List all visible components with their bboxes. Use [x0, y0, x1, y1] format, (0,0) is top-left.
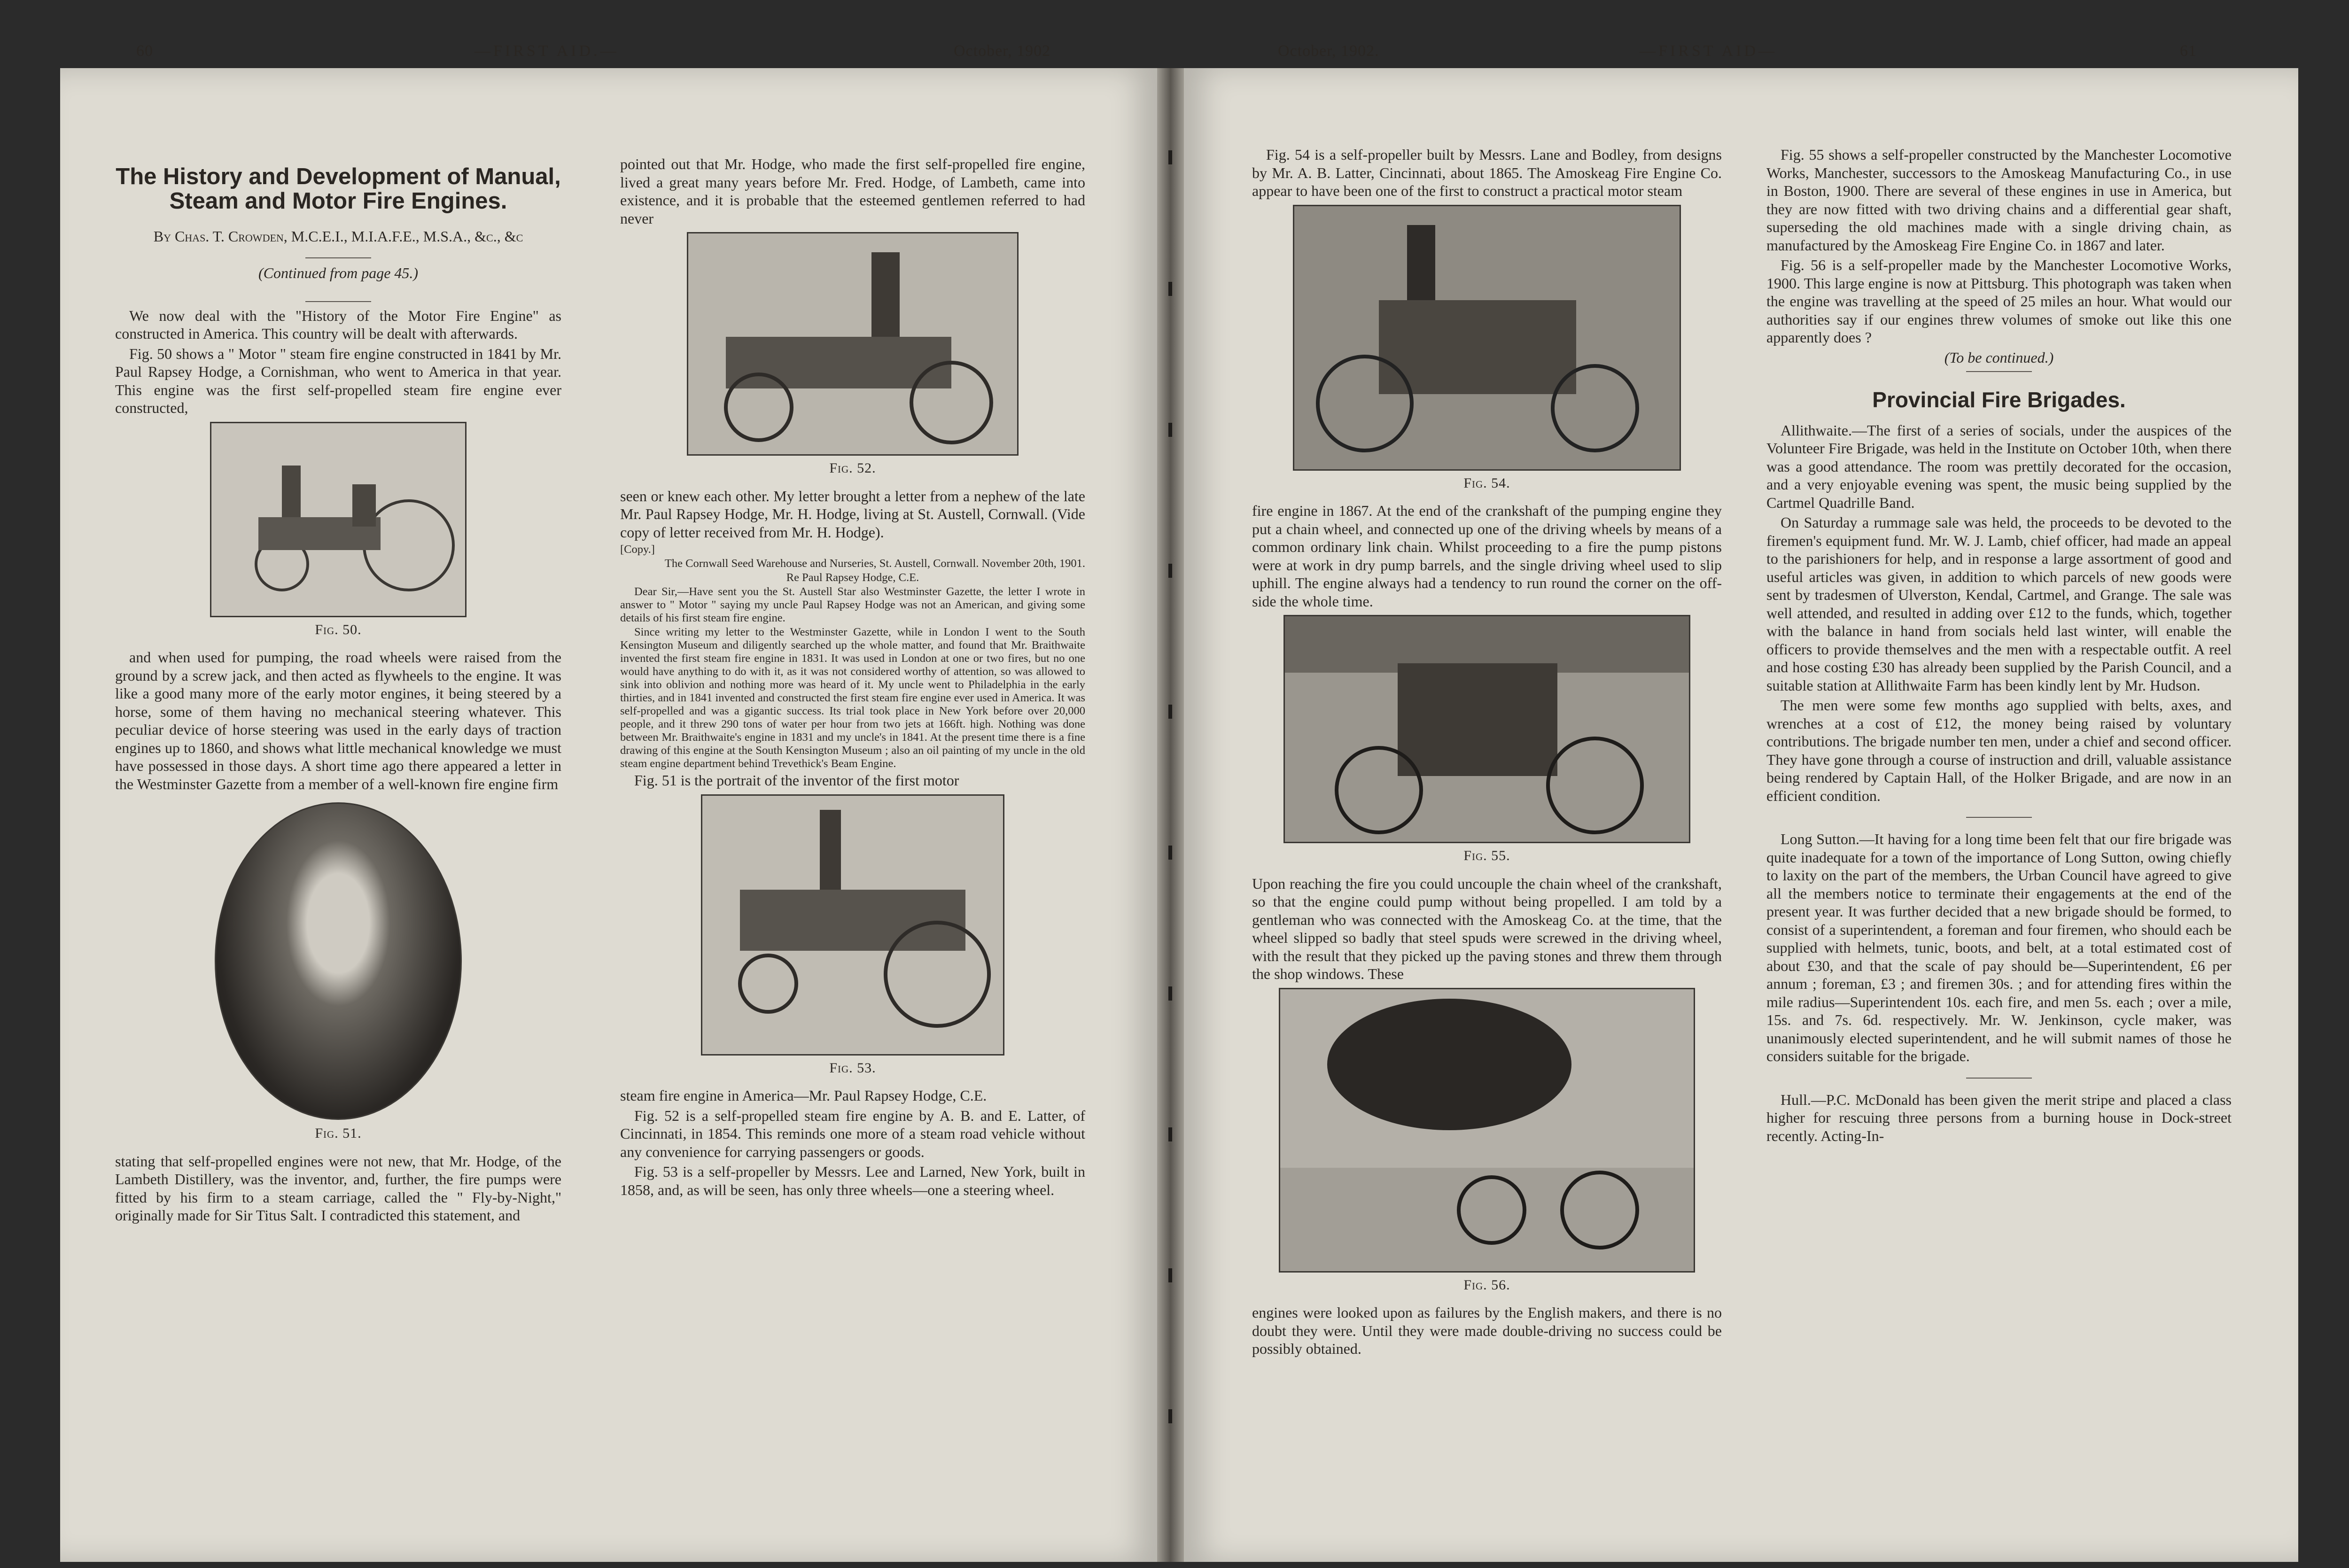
left-column-1: [115, 155, 561, 1226]
paragraph: We now deal with the "History of the Motor Fire Engine" as constructed in America. This country will be dealt with afterwards.: [115, 307, 561, 342]
right-column-1: [1252, 146, 1722, 1360]
divider: [1966, 1078, 2032, 1079]
divider: [305, 257, 371, 258]
fig53-illustration: [701, 794, 1004, 1056]
fig50-illustration: [210, 422, 467, 617]
paragraph: Hull.—P.C. McDonald has been given the merit stripe and placed a class higher for rescuing three persons from a burning house in Dock-street recently. Acting-In-: [1766, 1091, 2232, 1144]
fig55-photo: [1283, 615, 1690, 843]
letter-paragraph: Since writing my letter to the Westminster Gazette, while in London I went to the South Kensington Museum and diligently searched up the whole matter, and found that Mr. Braithwaite invented the first steam fire engine in 1831. It was used in London at one or two fires, but no one would have anything to do with it, as it was not considered worthy of attention, so was allowed to sink into oblivion and nothing more was heard of it. My uncle went to Philadelphia in the early thirties, and in 1841 invented and constructed the first steam fire engine ever used in America. It was self-propelled and was a gigantic success. Its trial took place in New York before over 20,000 people, and it threw 290 tons of water per hour from two jets at 166ft. high. Nothing was done between Mr. Braithwaite's engine in 1831 and my uncle's in 1841. At the present time there is a fine drawing of this engine at the South Kensington Museum ; also an oil painting of my uncle in the old steam engine department behind Trevethick's Beam Engine.: [620, 626, 1085, 770]
fig52-illustration: [687, 232, 1019, 456]
left-journal-title: —FIRST AID.—: [474, 42, 619, 60]
divider: [1966, 817, 2032, 818]
paragraph: Fig. 55 shows a self-propeller constructed by the Manchester Locomotive Works, Manchester, successors to the Amoskeag Manufacturing Co., in use in Boston, 1900. There are several of these engines in use in America, but they are now fitted with two driving chains and a differential gear shaft, superseding the old machines made with a single driving chain, as manufactured by the Amoskeag Fire Engine Co. in 1867 and later.: [1766, 146, 2232, 254]
paragraph: steam fire engine in America—Mr. Paul Rapsey Hodge, C.E.: [620, 1087, 987, 1104]
paragraph: Fig. 52 is a self-propelled steam fire engine by A. B. and E. Latter, of Cincinnati, in 1854. This reminds one more of a steam road vehicle without any convenience for carrying passengers or goods.: [620, 1107, 1085, 1160]
right-page-number: 61: [2180, 42, 2197, 60]
fig56-caption: Fig. 56.: [1463, 1277, 1510, 1293]
steam-engine-photo: [1280, 989, 1694, 1271]
left-date: October, 1902: [954, 42, 1051, 60]
fig51-caption: Fig. 51.: [315, 1126, 362, 1141]
paragraph: and when used for pumping, the road wheels were raised from the ground by a screw jack, and then acted as flywheels to the engine. It was like a good many more of the early motor engines, it being steered by a horse, some of them having no mechanical steering whatever. This peculiar device of horse steering was used in the early days of traction engines up to 1860, and shows what little mechanical knowledge we must have possessed in those days. A short time ago there appeared a letter in the Westminster Gazette from a member of a well-known fire engine firm: [115, 649, 561, 792]
paragraph: Long Sutton.—It having for a long time been felt that our fire brigade was quite inadequate for a town of the importance of Long Sutton, owing chiefly to laxity on the part of the members, the Urban Council have agreed to give all the members notice to terminate their engagements at the end of the present year. It was further decided that a new brigade should be formed, to consist of a superintendent, a foreman and four firemen, who should each be supplied with helmets, tunic, boots, and belt, at a total estimated cost of about £30, and that the scale of pay should be—Superintendent, £6 per annum ; foreman, £3 ; and firemen 30s. ; and for attending fires within the mile radius—Superintendent 10s. each fire, and men 5s. each ; over a mile, 15s. and 7s. 6d. respectively. Mr. W. Jenkinson, cycle maker, was unanimously elected superintendent, and he will submit names of those he considers suitable for the brigade.: [1766, 831, 2232, 1064]
steam-engine-drawing: [211, 423, 465, 616]
fig56-photo: [1279, 988, 1695, 1273]
steam-engine-drawing: [688, 233, 1017, 454]
fig53-caption: Fig. 53.: [829, 1060, 876, 1076]
letter: [620, 543, 1085, 770]
fig54-caption: Fig. 54.: [1463, 475, 1510, 491]
left-column-2: [620, 155, 1085, 1201]
steam-engine-photo: [1294, 206, 1680, 469]
fig55-caption: Fig. 55.: [1463, 848, 1510, 863]
right-journal-title: —FIRST AID—: [1640, 42, 1778, 60]
paragraph: On Saturday a rummage sale was held, the proceeds to be devoted to the firemen's equipment fund. Mr. W. J. Lamb, chief officer, had made an appeal to the parishioners for help, and in response a large assortment of good and useful articles was given, in addition to which parcels of new goods were sent by tradesmen of Ulverston, Kendal, Cartmel, and Grange. The sale was well attended, and resulted in adding over £12 to the funds, which, together with the balance in hand from socials held last winter, will enable the officers to provide themselves and the men with a respectable outfit. A reel and hose costing £30 has already been supplied by the Parish Council, and a suitable station at Allithwaite Farm has been kindly lent by Mr. Hudson.: [1766, 514, 2232, 694]
article-title: The History and Development of Manual, Steam and Motor Fire Engines.: [116, 164, 561, 214]
paragraph: Fig. 50 shows a " Motor " steam fire engine constructed in 1841 by Mr. Paul Rapsey Hodge, a Cornishman, who went to America in that year. This engine was the first self-propelled steam fire engine ever constructed,: [115, 345, 561, 416]
article-byline: By Chas. T. Crowden, M.C.E.I., M.I.A.F.E., M.S.A., &c., &c: [153, 228, 523, 245]
letter-subject: Re Paul Rapsey Hodge, C.E.: [786, 571, 919, 584]
right-column-2: [1766, 146, 2232, 1147]
section-title: Provincial Fire Brigades.: [1872, 388, 2126, 412]
fig50-caption: Fig. 50.: [315, 621, 362, 637]
paragraph: Fig. 56 is a self-propeller made by the Manchester Locomotive Works, 1900. This large engine is now at Pittsburg. This photograph was taken when the engine was travelling at the speed of 25 miles an hour. What would our authorities say if our engines threw volumes of smoke out like this one apparently does ?: [1766, 256, 2232, 346]
letter-paragraph: Dear Sir,—Have sent you the St. Austell Star also Westminster Gazette, the letter I wrote in answer to " Motor " saying my uncle Paul Rapsey Hodge was not an American, and giving some details of his first steam fire engine.: [620, 585, 1085, 624]
paragraph: stating that self-propelled engines were not new, that Mr. Hodge, of the Lambeth Distillery, was the inventor, and, further, the fire pumps were fitted by his firm to a steam carriage, called the " Fly-by-Night," originally made for Sir Titus Salt. I contradicted this statement, and: [115, 1152, 561, 1224]
paragraph: engines were looked upon as failures by the English makers, and there is no doubt they were. Until they were made double-driving no success could be possibly obtained.: [1252, 1304, 1722, 1357]
paragraph: Fig. 51 is the portrait of the inventor of the first motor: [634, 772, 959, 789]
letter-copy-label: [Copy.]: [620, 543, 655, 556]
paragraph: Upon reaching the fire you could uncouple the chain wheel of the crankshaft, so that the engine could pump without being propelled. I am told by a gentleman who was connected with the Amoskeag Co. at the time, that the wheel slipped so badly that steel spuds were screwed in the driving wheel, with the result that they picked up the paving stones and threw them through the shop windows. These: [1252, 875, 1722, 982]
paragraph: pointed out that Mr. Hodge, who made the first self-propelled fire engine, lived a great many years before Mr. Fred. Hodge, of Lambeth, came into existence, and it is probable that the esteemed gentlemen referred to had never: [620, 155, 1085, 227]
paragraph: Fig. 53 is a self-propeller by Messrs. Lee and Larned, New York, built in 1858, and, as will be seen, has only three wheels—one a steering wheel.: [620, 1163, 1085, 1198]
fig54-photo: [1293, 205, 1681, 471]
divider: [305, 301, 371, 302]
paragraph: fire engine in 1867. At the end of the crankshaft of the pumping engine they put a chain wheel, and connected up one of the driving wheels by means of a common ordinary link chain. Whilst proceeding to a fire the pump pistons were at work in dry pump barrels, and the single driving wheel used to slip uphill. The engine always had a tendency to run round the corner on the off-side the whole time.: [1252, 502, 1722, 610]
continued-note: (To be continued.): [1944, 349, 2054, 366]
steam-engine-photo: [1285, 616, 1689, 842]
fig51-portrait: [215, 802, 462, 1120]
paragraph: Allithwaite.—The first of a series of socials, under the auspices of the Volunteer Fire Brigade, was held in the Institute on October 10th, when there was a good attendance. The room was prettily decorated for the occasion, and a very enjoyable evening was spent, the music being supplied by the Cartmel Quadrille Band.: [1766, 421, 2232, 511]
right-date: October, 1902.: [1278, 42, 1379, 60]
fig52-caption: Fig. 52.: [829, 460, 876, 476]
left-page-number: 60: [136, 42, 153, 60]
divider: [1966, 371, 2032, 372]
steam-engine-drawing: [702, 796, 1003, 1054]
continued-note: (Continued from page 45.): [258, 264, 419, 281]
letter-address: The Cornwall Seed Warehouse and Nurseries, St. Austell, Cornwall. November 20th, 1901.: [664, 557, 1085, 570]
paragraph: seen or knew each other. My letter brought a letter from a nephew of the late Mr. Paul Rapsey Hodge, Mr. H. Hodge, living at St. Austell, Cornwall. (Vide copy of letter received from Mr. H. Hodge).: [620, 487, 1085, 541]
paragraph: Fig. 54 is a self-propeller built by Messrs. Lane and Bodley, from designs by Mr. A. B. Latter, Cincinnati, about 1865. The Amoskeag Fire Engine Co. appear to have been one of the first to construct a practical motor steam: [1252, 146, 1722, 199]
paragraph: The men were some few months ago supplied with belts, axes, and wrenches at a cost of £12, the money being raised by voluntary contributions. The brigade number ten men, under a chief and second officer. They have gone through a course of instruction and drill, valuable assistance being rendered by Captain Hall, of the Holker Brigade, and are now in an efficient condition.: [1766, 697, 2232, 804]
